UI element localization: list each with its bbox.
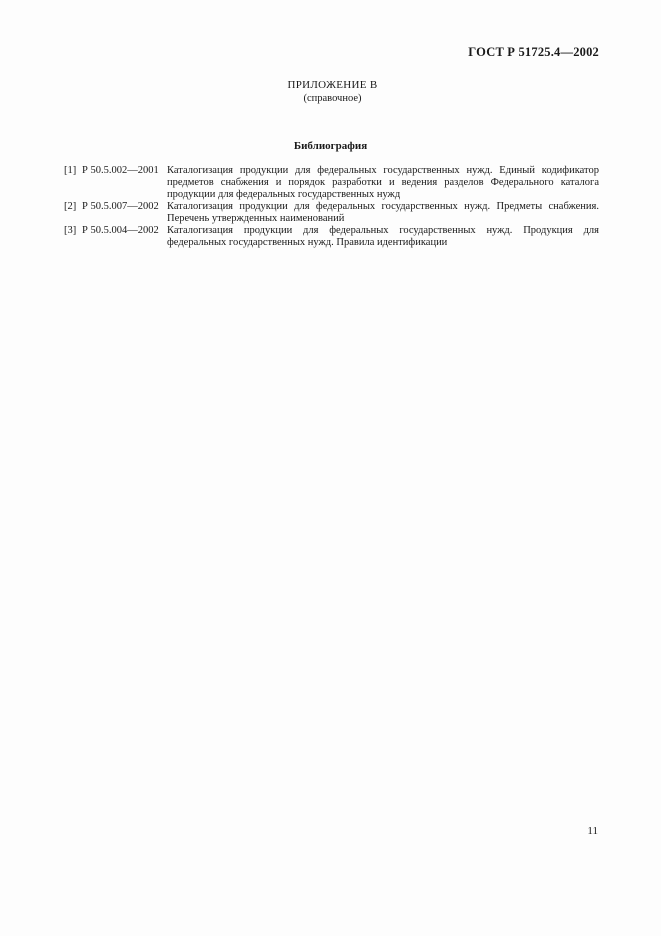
bibliography-entry xyxy=(64,225,599,249)
entry-description: Каталогизация продукции для федеральных государственных нужд. Предметы снабжения. Перечень утвержденных наименований xyxy=(167,201,599,224)
bibliography-heading: Библиография xyxy=(293,140,368,152)
appendix-title: ПРИЛОЖЕНИЕ В xyxy=(287,79,378,91)
page-number: 11 xyxy=(587,825,598,837)
entry-description: Каталогизация продукции для федеральных государственных нужд. Единый кодификатор предметов снабжения и порядок разработки и ведения разделов Федерального каталога продукции для федеральных государственных нужд xyxy=(167,165,599,200)
entry-description: Каталогизация продукции для федеральных государственных нужд. Продукция для федеральных государственных нужд. Правила идентификации xyxy=(167,225,599,248)
entry-standard: Р 50.5.002—2001 xyxy=(82,165,159,176)
entry-number: [3] xyxy=(64,225,77,236)
bibliography-list xyxy=(64,165,599,249)
entry-number: [1] xyxy=(64,165,77,176)
bibliography-entry xyxy=(64,165,599,201)
entry-standard: Р 50.5.007—2002 xyxy=(82,201,159,212)
document-code: ГОСТ Р 51725.4—2002 xyxy=(468,45,599,59)
appendix-heading xyxy=(0,79,661,105)
bibliography-entry xyxy=(64,201,599,225)
appendix-note: (справочное) xyxy=(303,93,362,104)
entry-standard: Р 50.5.004—2002 xyxy=(82,225,159,236)
entry-number: [2] xyxy=(64,201,77,212)
